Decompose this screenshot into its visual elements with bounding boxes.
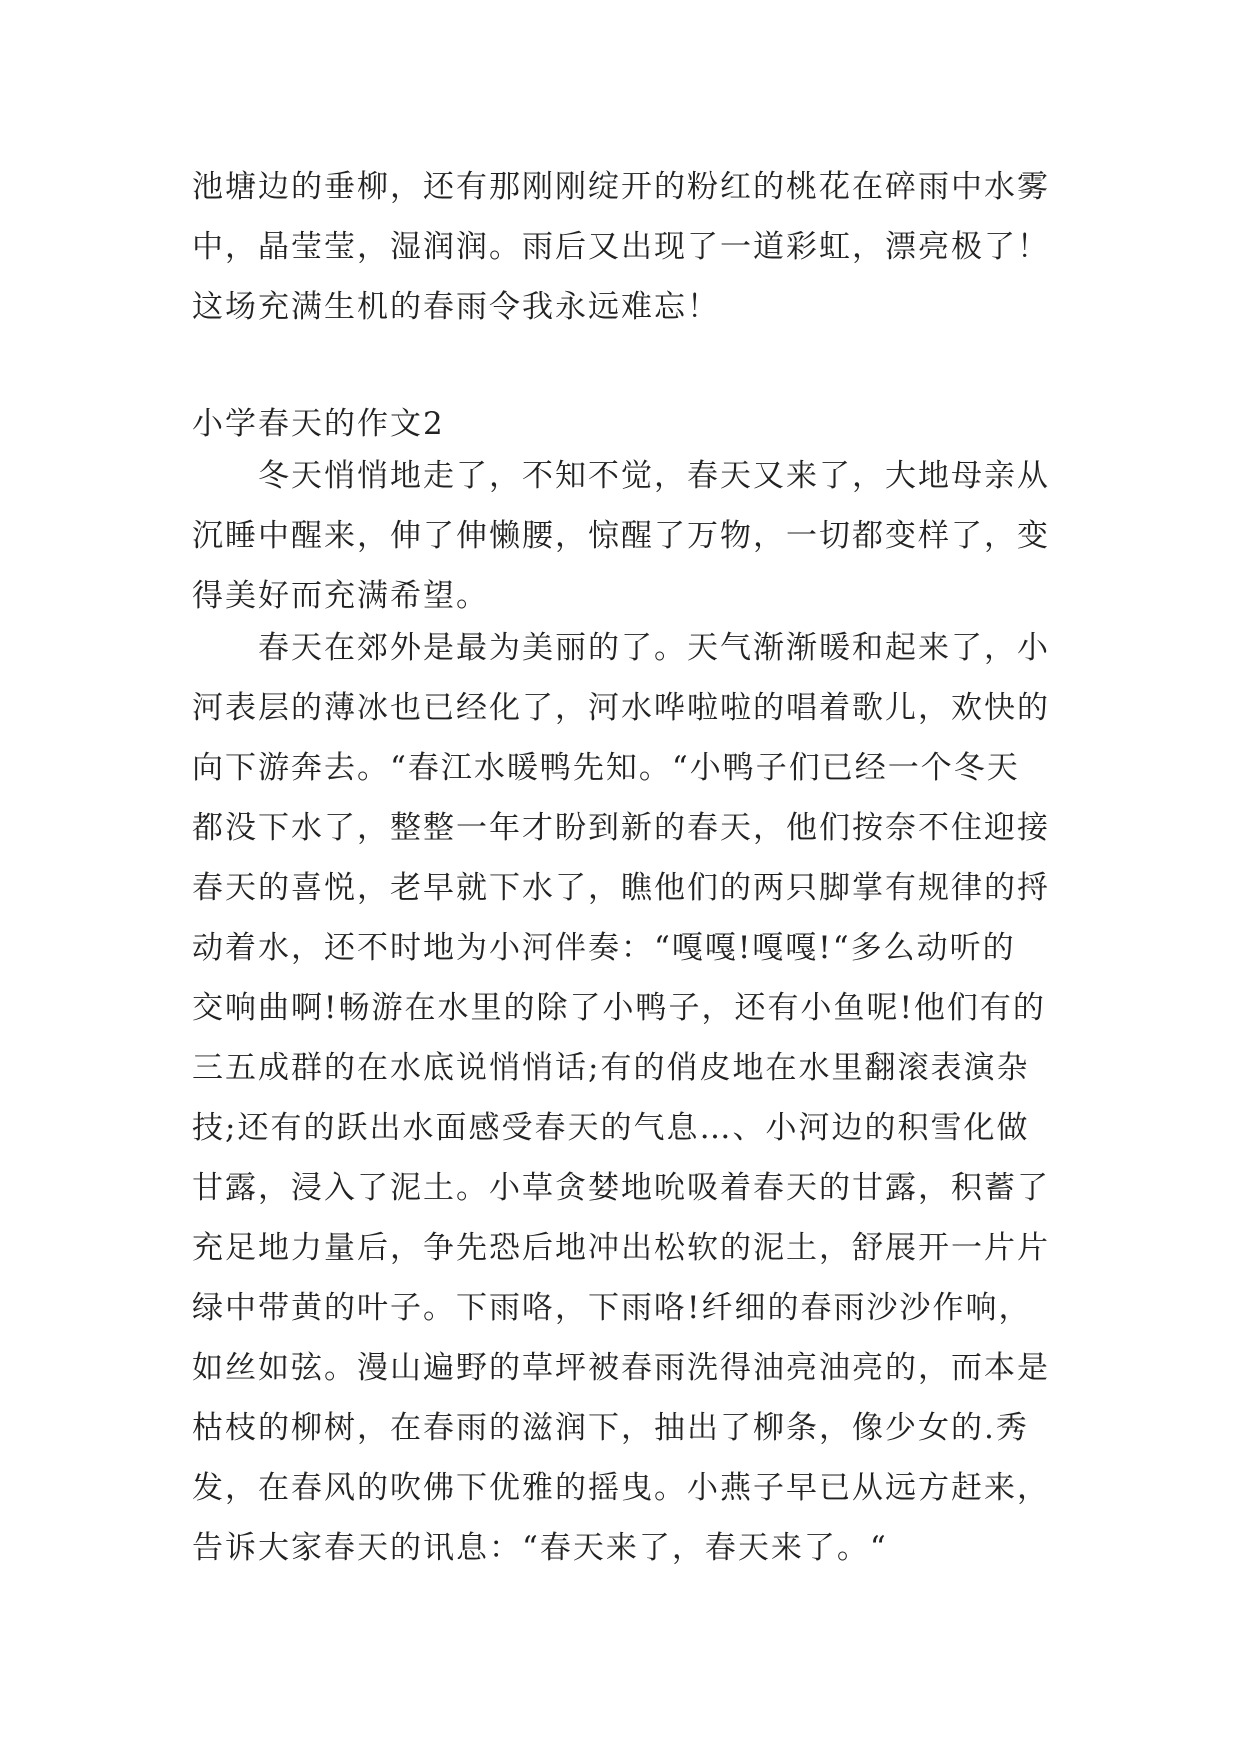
paragraph-line: 春天在郊外是最为美丽的了。天气渐渐暖和起来了，小 [192, 630, 1050, 666]
paragraph-1 [192, 446, 1052, 626]
section-title: 小学春天的作文2 [192, 406, 445, 442]
paragraph-2 [192, 618, 1052, 1578]
paragraph-line: 向下游奔去。“春江水暖鸭先知。“小鸭子们已经一个冬天 [192, 750, 1020, 786]
paragraph-line: 枯枝的柳树，在春雨的滋润下，抽出了柳条，像少女的.秀 [192, 1410, 1029, 1446]
intro-paragraph [192, 157, 1052, 337]
paragraph-line: 告诉大家春天的讯息：“春天来了，春天来了。“ [192, 1530, 888, 1566]
paragraph-line: 交响曲啊!畅游在水里的除了小鸭子，还有小鱼呢!他们有的 [192, 990, 1046, 1026]
paragraph-line: 中，晶莹莹，湿润润。雨后又出现了一道彩虹，漂亮极了！ [192, 229, 1050, 265]
paragraph-line: 技;还有的跃出水面感受春天的气息…、小河边的积雪化做 [192, 1110, 1030, 1146]
paragraph-line: 冬天悄悄地走了，不知不觉，春天又来了，大地母亲从 [192, 458, 1050, 494]
paragraph-line: 甘露，浸入了泥土。小草贪婪地吮吸着春天的甘露，积蓄了 [192, 1170, 1050, 1206]
paragraph-line: 这场充满生机的春雨令我永远难忘！ [192, 289, 720, 325]
paragraph-line: 发，在春风的吹佛下优雅的摇曳。小燕子早已从远方赶来， [192, 1470, 1050, 1506]
paragraph-line: 绿中带黄的叶子。下雨咯，下雨咯!纤细的春雨沙沙作响， [192, 1290, 1032, 1326]
paragraph-line: 三五成群的在水底说悄悄话;有的俏皮地在水里翻滚表演杂 [192, 1050, 1030, 1086]
paragraph-line: 沉睡中醒来，伸了伸懒腰，惊醒了万物，一切都变样了，变 [192, 518, 1050, 554]
paragraph-line: 动着水，还不时地为小河伴奏：“嘎嘎!嘎嘎!“多么动听的 [192, 930, 1016, 966]
paragraph-line: 得美好而充满希望。 [192, 578, 489, 614]
paragraph-line: 春天的喜悦，老早就下水了，瞧他们的两只脚掌有规律的捋 [192, 870, 1050, 906]
paragraph-line: 充足地力量后，争先恐后地冲出松软的泥土，舒展开一片片 [192, 1230, 1050, 1266]
paragraph-line: 都没下水了，整整一年才盼到新的春天，他们按奈不住迎接 [192, 810, 1050, 846]
paragraph-line: 如丝如弦。漫山遍野的草坪被春雨洗得油亮油亮的，而本是 [192, 1350, 1050, 1386]
paragraph-line: 河表层的薄冰也已经化了，河水哗啦啦的唱着歌儿，欢快的 [192, 690, 1050, 726]
paragraph-line: 池塘边的垂柳，还有那刚刚绽开的粉红的桃花在碎雨中水雾 [192, 169, 1050, 205]
